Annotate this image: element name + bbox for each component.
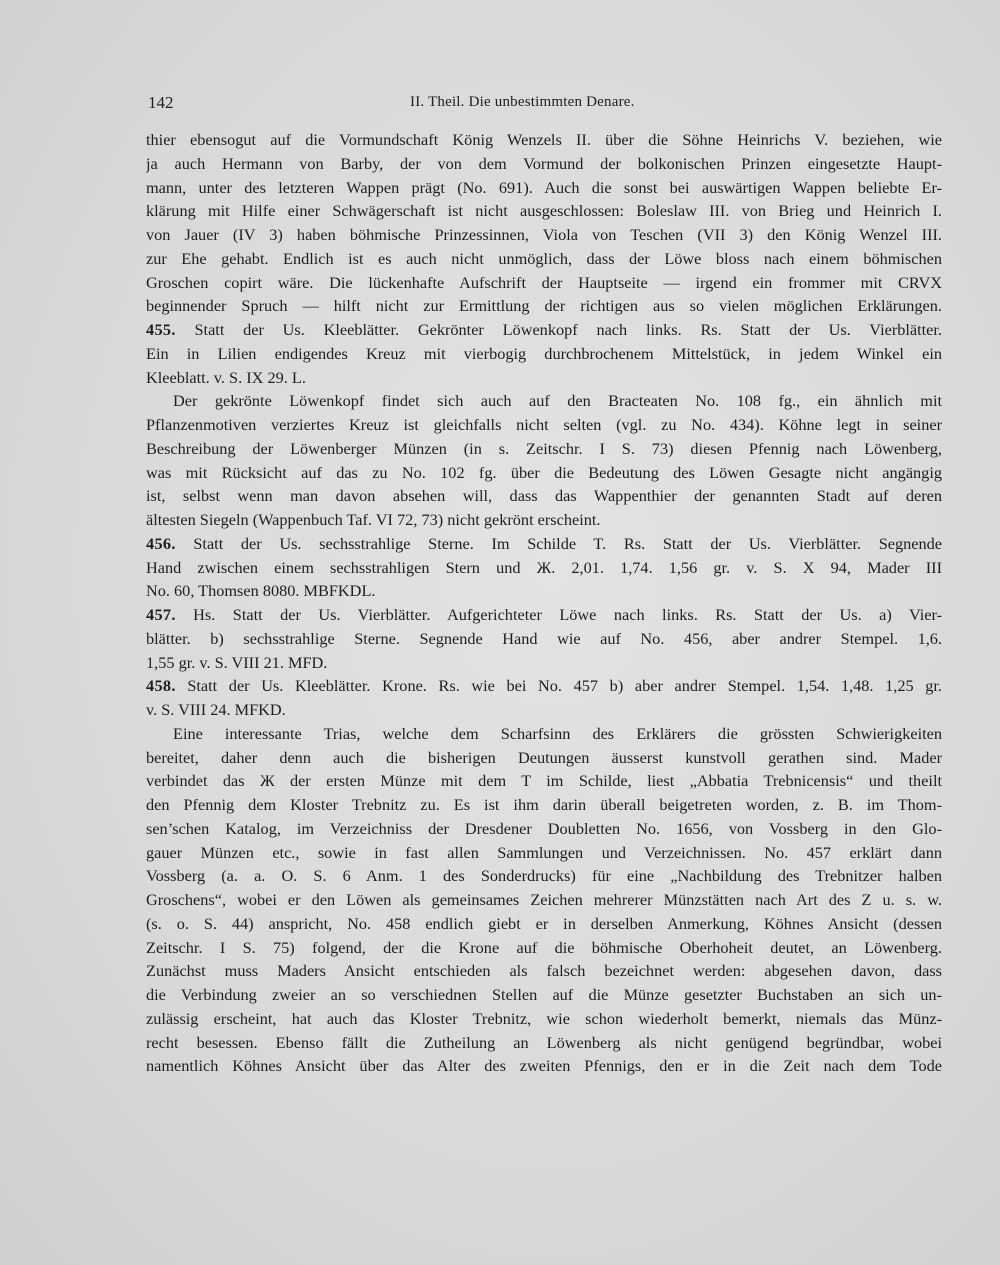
line-text: blätter. b) sechsstrahlige Sterne. Segnende Hand wie auf No. 456, aber andrer Stempel. 1,6. [146,628,942,648]
text-line [146,983,942,1007]
line-text: Beschreibung der Löwenberger Münzen (in s. Zeitschr. I S. 73) diesen Pfennig nach Löwenberg, [146,438,942,458]
line-text: zulässig erscheint, hat auch das Kloster Trebnitz, wie schon wiederholt bemerkt, niemals das Münz- [146,1008,942,1028]
text-line [146,508,942,532]
line-text: recht besessen. Ebenso fällt die Zutheilung an Löwenberg als nicht genügend begründbar, wobei [146,1032,942,1052]
entry-line [146,532,942,556]
line-text: Ein in Lilien endigendes Kreuz mit vierbogig durchbrochenem Mittelstück, in jedem Winkel ein [146,343,942,363]
line-text: die Verbindung zweier an so verschiednen Stellen auf die Münze gesetzter Buchstaben an sich un- [146,985,942,1004]
text-line [146,389,942,413]
entry-line [146,674,942,698]
text-line [146,484,942,508]
line-text: Statt der Us. Kleeblätter. Gekrönter Löwenkopf nach links. Rs. Statt der Us. Vierblätter. [194,320,942,339]
entry-number: 457. [146,605,176,624]
line-text: ist, selbst wenn man davon absehen will, dass das Wappenthier der genannten Stadt auf deren [146,486,942,506]
line-text: Hs. Statt der Us. Vierblätter. Aufgerichteter Löwe nach links. Rs. Statt der Us. a) Vier- [193,605,942,624]
line-text: ja auch Hermann von Barby, der von dem Vormund der bolkonischen Prinzen eingesetzte Haupt- [146,153,942,173]
text-line [146,936,942,960]
text-line [146,1031,942,1055]
text-line [146,793,942,817]
line-text: gauer Münzen etc., sowie in fast allen Sammlungen und Verzeichnissen. No. 457 erklärt dann [146,842,942,862]
text-line [146,556,942,580]
text-line [146,698,942,722]
text-line [146,176,942,200]
text-line [146,627,942,651]
line-text: den Pfennig dem Kloster Trebnitz zu. Es ist ihm darin überall beigetreten worden, z. B. im Thom- [146,795,942,814]
line-text: beginnender Spruch — hilft nicht zur Ermittlung der richtigen aus so vielen möglichen Erklärungen. [146,296,942,316]
line-text: Der gekrönte Löwenkopf findet sich auch auf den Bracteaten No. 108 fg., ein ähnlich mit [173,391,942,411]
text-line [146,841,942,865]
page-header [148,93,942,117]
text-line [146,247,942,271]
entry-number: 456. [146,533,176,553]
line-text: thier ebensogut auf die Vormundschaft König Wenzels II. über die Söhne Heinrichs V. beziehen, wie [146,130,942,149]
text-line [146,888,942,912]
line-text: Groschen copirt wäre. Die lückenhafte Aufschrift der Hauptseite — irgend ein frommer mit CRVX [146,272,942,292]
line-text: Pflanzenmotiven verziertes Kreuz ist gleichfalls nicht selten (vgl. zu No. 434). Köhne legt in seiner [146,415,942,434]
line-text: verbindet das Ж der ersten Münze mit dem T im Schilde, liest „Abbatia Trebnicensis“ und theilt [146,771,942,791]
entry-number: 458. [146,676,176,696]
line-text: klärung mit Hilfe einer Schwägerschaft ist nicht ausgeschlossen: Boleslaw III. von Brieg und Heinrich I. [146,201,942,221]
text-line [146,1054,942,1078]
text-line [146,437,942,461]
body-text [146,128,942,1078]
line-text: was mit Rücksicht auf das zu No. 102 fg. über die Bedeutung des Löwen Gesagte nicht angängig [146,462,942,482]
text-line [146,294,942,318]
text-line [146,366,942,390]
text-line [146,912,942,936]
text-line [146,817,942,841]
entry-line [146,603,942,627]
line-text: bereitet, daher denn auch die bisherigen Deutungen äusserst kunstvoll gerathen sind. Mader [146,747,942,767]
line-text: sen’schen Katalog, im Verzeichniss der Dresdener Doubletten No. 1656, von Vossberg in den Glo- [146,818,942,838]
line-text: Vossberg (a. a. O. S. 6 Anm. 1 des Sonderdrucks) für eine „Nachbildung des Trebnitzer halben [146,866,942,886]
line-text: No. 60, Thomsen 8080. MBFKDL. [146,581,376,601]
text-line [146,722,942,746]
line-text: ältesten Siegeln (Wappenbuch Taf. VI 72, 73) nicht gekrönt erscheint. [146,510,601,529]
line-text: Kleeblatt. v. S. IX 29. L. [146,367,306,387]
entry-line [146,318,942,342]
entry-number: 455. [146,320,176,339]
line-text: (s. o. S. 44) anspricht, No. 458 endlich giebt er in derselben Anmerkung, Köhnes Ansicht (dessen [146,913,942,933]
line-text: namentlich Köhnes Ansicht über das Alter des zweiten Pfennigs, den er in die Zeit nach dem Tode [146,1056,942,1076]
text-line [146,152,942,176]
text-line [146,1007,942,1031]
text-line [146,413,942,437]
text-line [146,746,942,770]
text-line [146,223,942,247]
line-text: Zeitschr. I S. 75) folgend, der die Krone auf die böhmische Oberhoheit deutet, an Löwenberg. [146,937,942,957]
text-line [146,579,942,603]
line-text: Hand zwischen einem sechsstrahligen Stern und Ж. 2,01. 1,74. 1,56 gr. v. S. X 94, Mader III [146,557,942,577]
line-text: Eine interessante Trias, welche dem Scharfsinn des Erklärers die grössten Schwierigkeiten [173,723,942,743]
text-line [146,651,942,675]
line-text: mann, unter des letzteren Wappen prägt (No. 691). Auch die sonst bei auswärtigen Wappen beliebte Er- [146,177,942,197]
text-line [146,342,942,366]
running-head: II. Theil. Die unbestimmten Denare. [410,94,635,110]
line-text: Zunächst muss Maders Ansicht entschieden als falsch bezeichnet werden: abgesehen davon, dass [146,961,942,981]
line-text: Groschens“, wobei er den Löwen als gemeinsames Zeichen mehrerer Münzstätten nach Art des Z u. s. w. [146,890,942,909]
line-text: Statt der Us. Kleeblätter. Krone. Rs. wie bei No. 457 b) aber andrer Stempel. 1,54. 1,48. 1,25 gr. [187,676,942,696]
text-line [146,199,942,223]
text-line [146,769,942,793]
text-line [146,864,942,888]
text-line [146,461,942,485]
text-line [146,271,942,295]
line-text: Statt der Us. sechsstrahlige Sterne. Im Schilde T. Rs. Statt der Us. Vierblätter. Segnende [193,533,942,553]
line-text: zur Ehe gehabt. Endlich ist es auch nicht unmöglich, dass der Löwe bloss nach einem böhmischen [146,248,942,268]
line-text: von Jauer (IV 3) haben böhmische Prinzessinnen, Viola von Teschen (VII 3) den König Wenzel III. [146,225,942,244]
text-line [146,128,942,152]
text-line [146,959,942,983]
line-text: 1,55 gr. v. S. VIII 21. MFD. [146,652,328,672]
page-number: 142 [148,93,174,112]
line-text: v. S. VIII 24. MFKD. [146,700,286,719]
